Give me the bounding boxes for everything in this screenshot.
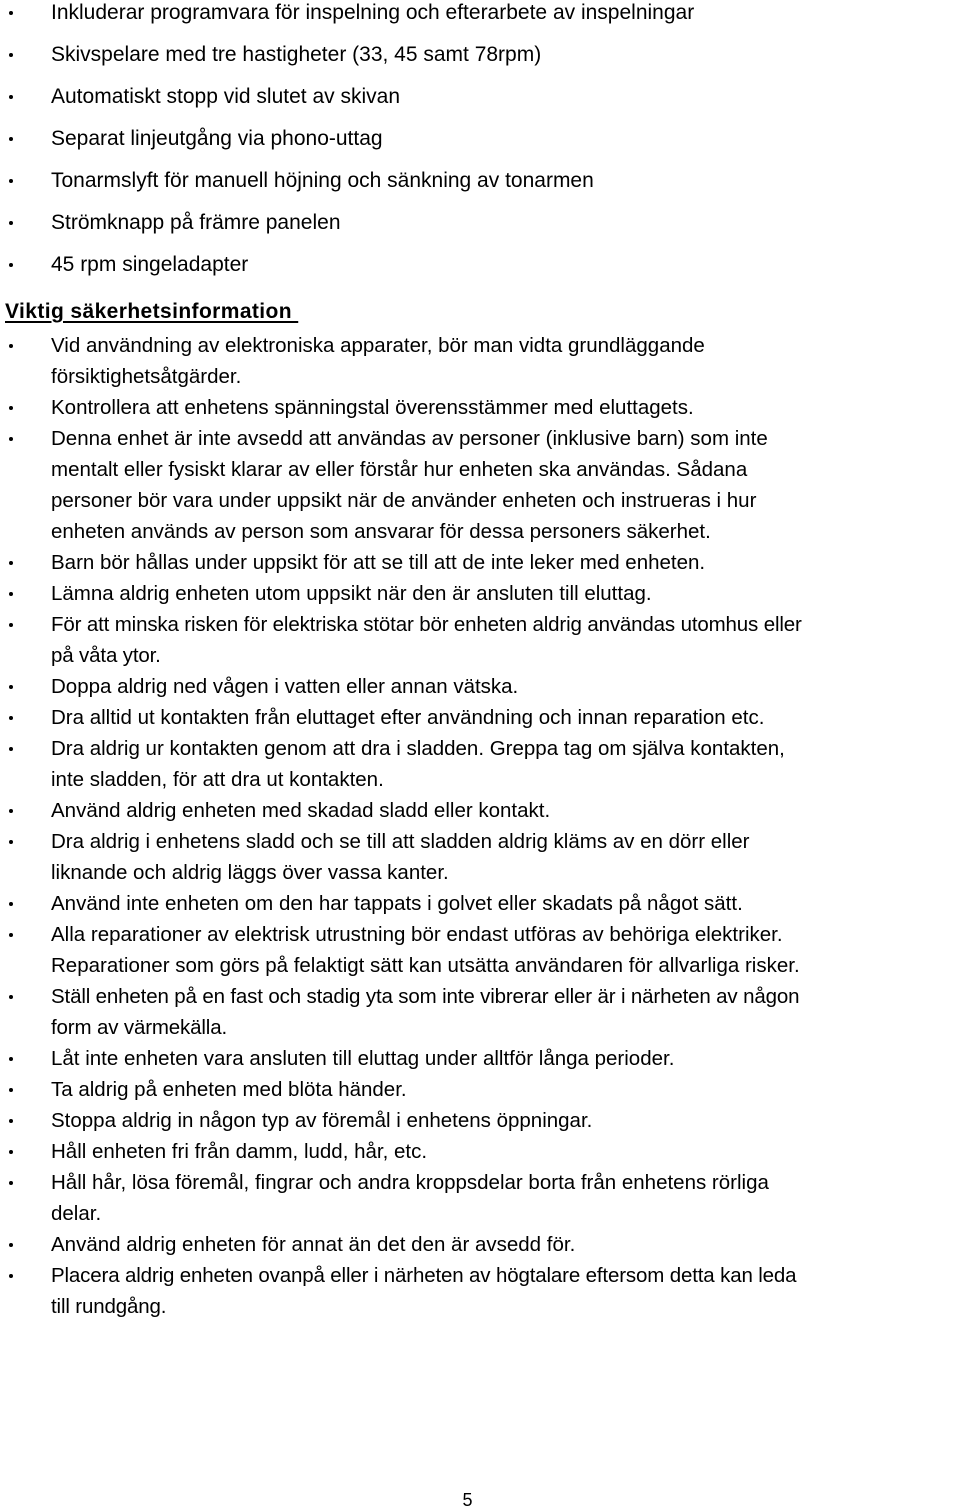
safety-item-line: försiktighetsåtgärder. [51, 365, 242, 388]
feature-item: Separat linjeutgång via phono-uttag [0, 126, 960, 168]
safety-item [0, 423, 960, 547]
safety-item-line: Placera aldrig enheten ovanpå eller i närheten av högtalare eftersom detta kan leda [51, 1264, 797, 1287]
safety-item-line: form av värmekälla. [51, 1016, 228, 1039]
safety-item-line: Lämna aldrig enheten utom uppsikt när den är ansluten till eluttag. [51, 582, 652, 605]
safety-item-line: på våta ytor. [51, 644, 161, 667]
safety-item-line: Låt inte enheten vara ansluten till eluttag under alltför långa perioder. [51, 1047, 675, 1070]
feature-list [0, 0, 960, 294]
feature-item: Skivspelare med tre hastigheter (33, 45 samt 78rpm) [0, 42, 960, 84]
safety-item-line: delar. [51, 1202, 102, 1225]
feature-item: 45 rpm singeladapter [0, 252, 960, 294]
safety-item [0, 392, 960, 423]
feature-item: Inkluderar programvara för inspelning och efterarbete av inspelningar [0, 0, 960, 42]
safety-item-line: Ta aldrig på enheten med blöta händer. [51, 1078, 407, 1101]
safety-item [0, 1105, 960, 1136]
safety-item-line: till rundgång. [51, 1295, 167, 1318]
safety-item [0, 1229, 960, 1260]
safety-list [0, 330, 960, 1322]
safety-item [0, 1136, 960, 1167]
safety-heading: Viktig säkerhetsinformation [5, 300, 299, 323]
page-number [0, 1489, 935, 1511]
safety-item-line: Stoppa aldrig in någon typ av föremål i enhetens öppningar. [51, 1109, 593, 1132]
safety-item-line: Alla reparationer av elektrisk utrustning bör endast utföras av behöriga elektriker. [51, 923, 783, 946]
safety-item-line: Dra aldrig i enhetens sladd och se till att sladden aldrig kläms av en dörr eller [51, 830, 750, 853]
safety-item-line: Dra aldrig ur kontakten genom att dra i sladden. Greppa tag om själva kontakten, [51, 737, 785, 760]
safety-item-line: Reparationer som görs på felaktigt sätt kan utsätta användaren för allvarliga risker. [51, 954, 800, 977]
safety-item-line: liknande och aldrig läggs över vassa kanter. [51, 861, 449, 884]
safety-item [0, 702, 960, 733]
safety-item-line: För att minska risken för elektriska stötar bör enheten aldrig användas utomhus eller [51, 613, 802, 636]
safety-item [0, 733, 960, 795]
safety-item-line: mentalt eller fysiskt klarar av eller förstår hur enheten ska användas. Sådana [51, 458, 748, 481]
safety-item [0, 1074, 960, 1105]
safety-item-line: Denna enhet är inte avsedd att användas av personer (inklusive barn) som inte [51, 427, 768, 450]
safety-item [0, 1260, 960, 1322]
safety-item-line: Håll hår, lösa föremål, fingrar och andra kroppsdelar borta från enhetens rörliga [51, 1171, 769, 1194]
safety-item [0, 609, 960, 671]
safety-item-line: Dra alltid ut kontakten från eluttaget efter användning och innan reparation etc. [51, 706, 765, 729]
safety-item [0, 578, 960, 609]
safety-item-line: enheten används av person som ansvarar för dessa personers säkerhet. [51, 520, 711, 543]
safety-item-line: Använd aldrig enheten för annat än det den är avsedd för. [51, 1233, 576, 1256]
safety-item-line: Kontrollera att enhetens spänningstal överensstämmer med eluttagets. [51, 396, 694, 419]
safety-item-line: Håll enheten fri från damm, ludd, hår, etc. [51, 1140, 428, 1163]
safety-item-line: Ställ enheten på en fast och stadig yta som inte vibrerar eller är i närheten av någon [51, 985, 800, 1008]
safety-item-line: Använd aldrig enheten med skadad sladd eller kontakt. [51, 799, 551, 822]
safety-item [0, 826, 960, 888]
safety-item [0, 330, 960, 392]
feature-item: Tonarmslyft för manuell höjning och sänkning av tonarmen [0, 168, 960, 210]
safety-item-line: Använd inte enheten om den har tappats i golvet eller skadats på något sätt. [51, 892, 743, 915]
safety-item [0, 888, 960, 919]
safety-item [0, 919, 960, 981]
safety-item-line: Doppa aldrig ned vågen i vatten eller annan vätska. [51, 675, 519, 698]
safety-item [0, 1167, 960, 1229]
feature-item: Automatiskt stopp vid slutet av skivan [0, 84, 960, 126]
safety-item [0, 671, 960, 702]
safety-item-line: inte sladden, för att dra ut kontakten. [51, 768, 384, 791]
safety-item [0, 547, 960, 578]
safety-item-line: personer bör vara under uppsikt när de använder enheten och instrueras i hur [51, 489, 757, 512]
safety-item [0, 981, 960, 1043]
safety-item-line: Barn bör hållas under uppsikt för att se till att de inte leker med enheten. [51, 551, 706, 574]
safety-item [0, 795, 960, 826]
page-number-label: 5 [462, 1490, 473, 1510]
safety-item [0, 1043, 960, 1074]
safety-item-line: Vid användning av elektroniska apparater, bör man vidta grundläggande [51, 334, 705, 357]
feature-item: Strömknapp på främre panelen [0, 210, 960, 252]
